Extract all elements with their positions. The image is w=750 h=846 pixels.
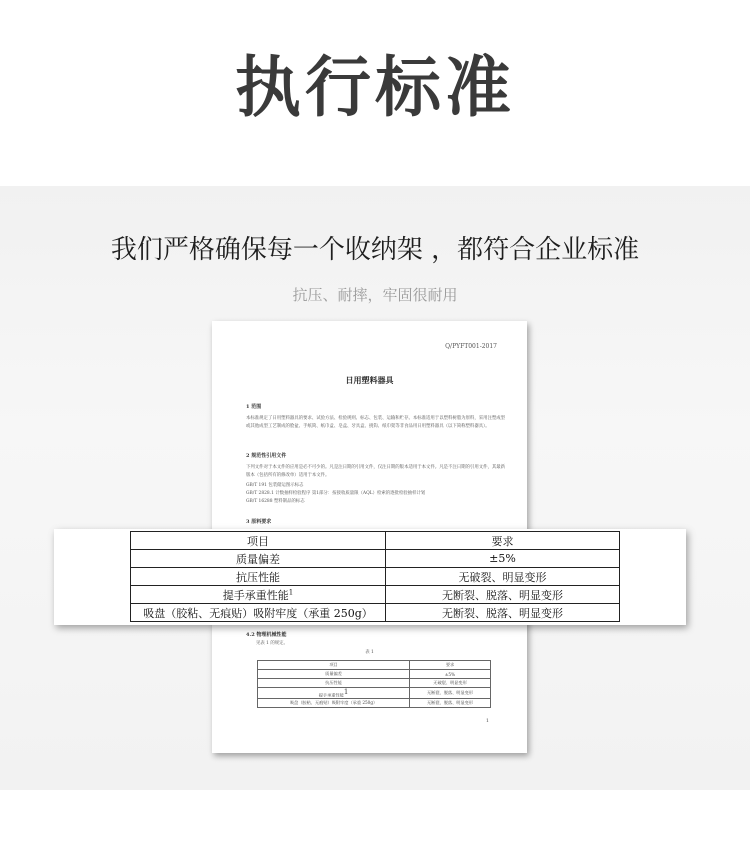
section-heading: 1 范围 <box>246 404 262 410</box>
table-cell: 质量偏差 <box>258 670 410 679</box>
table-cell: 吸盘（胶粘、无痕贴）吸附牢度（承重 250g） <box>258 699 410 708</box>
table-row <box>131 568 620 586</box>
table-cell: 提手承重性能$^1$ <box>131 586 386 604</box>
section-heading: 3 原料要求 <box>246 519 272 525</box>
mini-requirements-table <box>257 660 491 708</box>
table-header-cell: 要求 <box>386 532 620 550</box>
footer-band <box>0 790 750 846</box>
reference-item: GB/T 2828.1 计数抽样检验程序 第1部分：按接收质量限（AQL）检索的逐批检验抽样计划 <box>246 491 426 496</box>
section-heading: 2 规范性引用文件 <box>246 453 287 459</box>
table-header-cell: 项目 <box>258 661 410 670</box>
reference-item: GB/T 191 包装储运图示标志 <box>246 483 304 488</box>
table-cell: 抗压性能 <box>131 568 386 586</box>
page-number: 1 <box>485 718 489 724</box>
table-row <box>258 699 491 708</box>
subline: 抗压、耐摔，牢固很耐用 <box>292 286 458 304</box>
table-row <box>258 661 491 670</box>
subsection-note: 见表 1 的规定。 <box>256 641 288 646</box>
section-body: 本标准规定了日用塑料器具的要求、试验方法、检验规则、标志、包装、运输和贮存。本标准适用于以塑料树脂为原料，采用注塑成型或其他成型工艺制成的脸盆、手纸筒、纸巾盒、皂盒、牙具盒、挑钩、纸巾架等非食品用日用塑料器具（以下简称塑料器具）。 <box>246 416 506 429</box>
section-body: 下列文件对于本文件的应用是必不可少的。凡是注日期的引用文件，仅注日期的版本适用于本文件。凡是不注日期的引用文件，其最新版本（包括所有的修改单）适用于本文件。 <box>246 465 506 478</box>
table-cell: 无断裂、脱落、明显变形 <box>410 688 491 699</box>
table-cell: 无断裂、脱落、明显变形 <box>386 586 620 604</box>
table-cell: ±5% <box>410 670 491 679</box>
table-cell: 无破裂、明显变形 <box>386 568 620 586</box>
table-row <box>131 604 620 622</box>
table-row <box>258 688 491 699</box>
table-cell: ±5% <box>386 550 620 568</box>
reference-item: GB/T 16288 塑料制品的标志 <box>246 499 305 504</box>
requirements-table <box>130 531 620 622</box>
table-header-cell: 项目 <box>131 532 386 550</box>
table-header-cell: 要求 <box>410 661 491 670</box>
table-row <box>131 550 620 568</box>
standard-code: Q/PYFT001-2017 <box>445 343 497 350</box>
table-row <box>258 670 491 679</box>
table-cell: 提手承重性能$^1$ <box>258 688 410 699</box>
table-cell: 无断裂、脱落、明显变形 <box>410 699 491 708</box>
table-caption: 表 1 <box>365 650 374 655</box>
table-cell: 无破裂、明显变形 <box>410 679 491 688</box>
table-cell: 抗压性能 <box>258 679 410 688</box>
subsection-heading: 4.2 物理机械性能 <box>246 632 287 638</box>
hero-title: 执行标准 <box>235 49 515 126</box>
enlarged-table-card <box>54 529 686 625</box>
table-row <box>131 532 620 550</box>
table-row <box>131 586 620 604</box>
headline: 我们严格确保每一个收纳架 ，都符合企业标准 <box>110 235 640 265</box>
document-title: 日用塑料器具 <box>345 375 394 385</box>
table-cell: 吸盘（胶粘、无痕贴）吸附牢度（承重 250g） <box>131 604 386 622</box>
table-cell: 无断裂、脱落、明显变形 <box>386 604 620 622</box>
table-row <box>258 679 491 688</box>
table-cell: 质量偏差 <box>131 550 386 568</box>
